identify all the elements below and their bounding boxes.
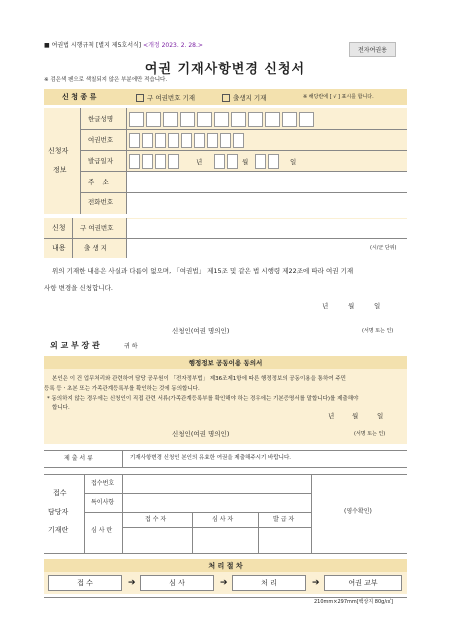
address-label: 주 소 (88, 178, 109, 186)
checkbox-icon[interactable] (136, 94, 144, 102)
e-passport-tag: 전자여권용 (349, 42, 396, 57)
year-digit-box[interactable] (129, 154, 140, 169)
checkbox-icon[interactable] (222, 94, 230, 102)
name-char-box[interactable] (214, 112, 229, 127)
examiner-label: 심 사 자 (212, 516, 234, 523)
submit-label: 제 출 서 류 (64, 455, 93, 462)
consent-title: 행정정보 공동이용 동의서 (44, 356, 407, 369)
name-char-box[interactable] (265, 112, 280, 127)
process-title: 처 리 절 차 (44, 559, 407, 572)
name-char-box[interactable] (299, 112, 314, 127)
revision-text: <개정 2023. 2. 28.> (143, 42, 203, 49)
passport-char-box[interactable] (233, 133, 244, 148)
year-digit-box[interactable] (142, 154, 153, 169)
phone-input[interactable] (127, 193, 407, 214)
passport-char-box[interactable] (181, 133, 192, 148)
passport-char-box[interactable] (220, 133, 231, 148)
submit-value: 기재사항변경 신청인 본인의 유효한 여권을 제출해주시기 바랍니다. (130, 455, 292, 461)
decl-sign-hint: (서명 또는 인) (362, 328, 394, 334)
decl-signer: 신청인(여권 명의인) (172, 327, 230, 335)
passport-char-box[interactable] (168, 133, 179, 148)
option-old-passport[interactable] (136, 94, 195, 102)
office-label-3: 기재란 (48, 526, 69, 534)
consent-sign-hint: (서명 또는 인) (354, 431, 386, 437)
consent-day: 일 (377, 412, 384, 420)
reception-no-label: 접수번호 (91, 480, 115, 487)
day-digit-box[interactable] (255, 154, 266, 169)
arrow-right-icon: ➔ (128, 578, 136, 588)
month-digit-box[interactable] (214, 154, 225, 169)
consent-line-4: 합니다. (52, 405, 70, 411)
page-title: 여권 기재사항변경 신청서 (144, 62, 306, 77)
passport-char-box[interactable] (129, 133, 140, 148)
consent-year: 년 (328, 412, 335, 420)
year-unit: 년 (196, 158, 203, 166)
month-digit-box[interactable] (227, 154, 238, 169)
passport-no-label: 여권번호 (88, 136, 114, 144)
name-char-box[interactable] (129, 112, 144, 127)
consent-signer: 신청인(여권 명의인) (172, 430, 230, 438)
option-birthplace-label: 출생지 기재 (233, 94, 267, 102)
day-unit: 일 (290, 158, 297, 166)
process-step-reception: 접 수 (48, 575, 122, 591)
consent-line-1: 본인은 이 건 업무처리와 관련하여 담당 공무원이 「전자정부법」 제36조제1항에 따른 행정정보의 공동이용을 통하여 주민 (52, 376, 346, 382)
decl-month: 월 (348, 302, 355, 310)
day-digit-box[interactable] (268, 154, 279, 169)
office-label-1: 접수 (53, 489, 67, 497)
kind-label: 신 청 종 류 (62, 93, 97, 101)
phone-label: 전화번호 (88, 198, 114, 206)
issuer-label: 발 급 자 (273, 516, 295, 523)
birthplace-label: 출 생 지 (84, 244, 107, 252)
option-birthplace[interactable] (222, 94, 266, 102)
arrow-right-icon: ➔ (312, 578, 320, 588)
birthplace-input[interactable] (127, 239, 407, 258)
name-char-box[interactable] (282, 112, 297, 127)
applicant-label-2: 정보 (53, 166, 67, 174)
receiver-label: 접 수 자 (145, 516, 167, 523)
remarks-label: 특이사항 (91, 499, 115, 506)
issue-date-label: 발급일자 (88, 157, 114, 165)
recipient: 외 교 부 장 관 (50, 341, 100, 350)
recipient-suffix: 귀 하 (124, 343, 138, 350)
receipt-stamp-label: (영수확인) (344, 508, 372, 515)
reviewer-label: 심 사 란 (91, 527, 113, 534)
form-reference-text: ■ 여권법 시행규칙 [별지 제5호서식] (44, 42, 142, 49)
name-char-box[interactable] (180, 112, 195, 127)
form-reference (44, 43, 203, 49)
passport-char-box[interactable] (194, 133, 205, 148)
ink-note: ※ 검은색 펜으로 색칠되지 않은 부분에만 적습니다. (44, 77, 168, 83)
option-old-passport-label: 구 여권번호 기재 (147, 94, 196, 102)
consent-line-2: 등록 등ㆍ초본 또는 가족관계등록부를 확인하는 것에 동의합니다. (44, 386, 200, 392)
old-passport-input[interactable] (127, 219, 407, 238)
kind-hint: ※ 해당란에 [ √ ] 표시를 합니다. (303, 94, 374, 100)
office-label-2: 담당자 (48, 508, 69, 516)
decl-day: 일 (374, 302, 381, 310)
consent-month: 월 (352, 412, 359, 420)
paper-spec: 210mm×297mm[백상지 80g/㎡] (314, 599, 393, 605)
process-step-review: 심 사 (140, 575, 214, 591)
name-char-box[interactable] (248, 112, 263, 127)
name-char-box[interactable] (231, 112, 246, 127)
name-char-box[interactable] (197, 112, 212, 127)
arrow-right-icon: ➔ (220, 578, 228, 588)
decl-year: 년 (322, 302, 329, 310)
name-char-box[interactable] (146, 112, 161, 127)
applicant-label-1: 신청자 (48, 147, 69, 155)
month-unit: 월 (242, 158, 249, 166)
request-label-1: 신청 (52, 224, 66, 232)
passport-char-box[interactable] (207, 133, 218, 148)
address-input[interactable] (127, 172, 407, 192)
consent-line-3: * 동의하지 않는 경우에는 신청인이 직접 관련 서류(가족관계등록부를 확인해야 하는 경우에는 기본증명서를 말합니다)를 제출해야 (47, 396, 359, 402)
passport-char-box[interactable] (142, 133, 153, 148)
birthplace-unit-hint: (시/군 단위) (370, 245, 397, 251)
name-label: 한글성명 (88, 115, 114, 123)
old-passport-label: 구 여권번호 (80, 224, 114, 232)
declaration-line-1: 위의 기재한 내용은 사실과 다름이 없으며, 「여권법」 제15조 및 같은 법 시행령 제22조에 따라 여권 기재 (52, 267, 354, 275)
passport-char-box[interactable] (155, 133, 166, 148)
process-step-processing: 처 리 (232, 575, 306, 591)
name-char-box[interactable] (163, 112, 178, 127)
process-step-issuance: 여권 교부 (324, 575, 402, 591)
request-label-2: 내용 (52, 244, 66, 252)
year-digit-box[interactable] (155, 154, 166, 169)
year-digit-box[interactable] (168, 154, 179, 169)
declaration-line-2: 사항 변경을 신청합니다. (44, 284, 113, 292)
